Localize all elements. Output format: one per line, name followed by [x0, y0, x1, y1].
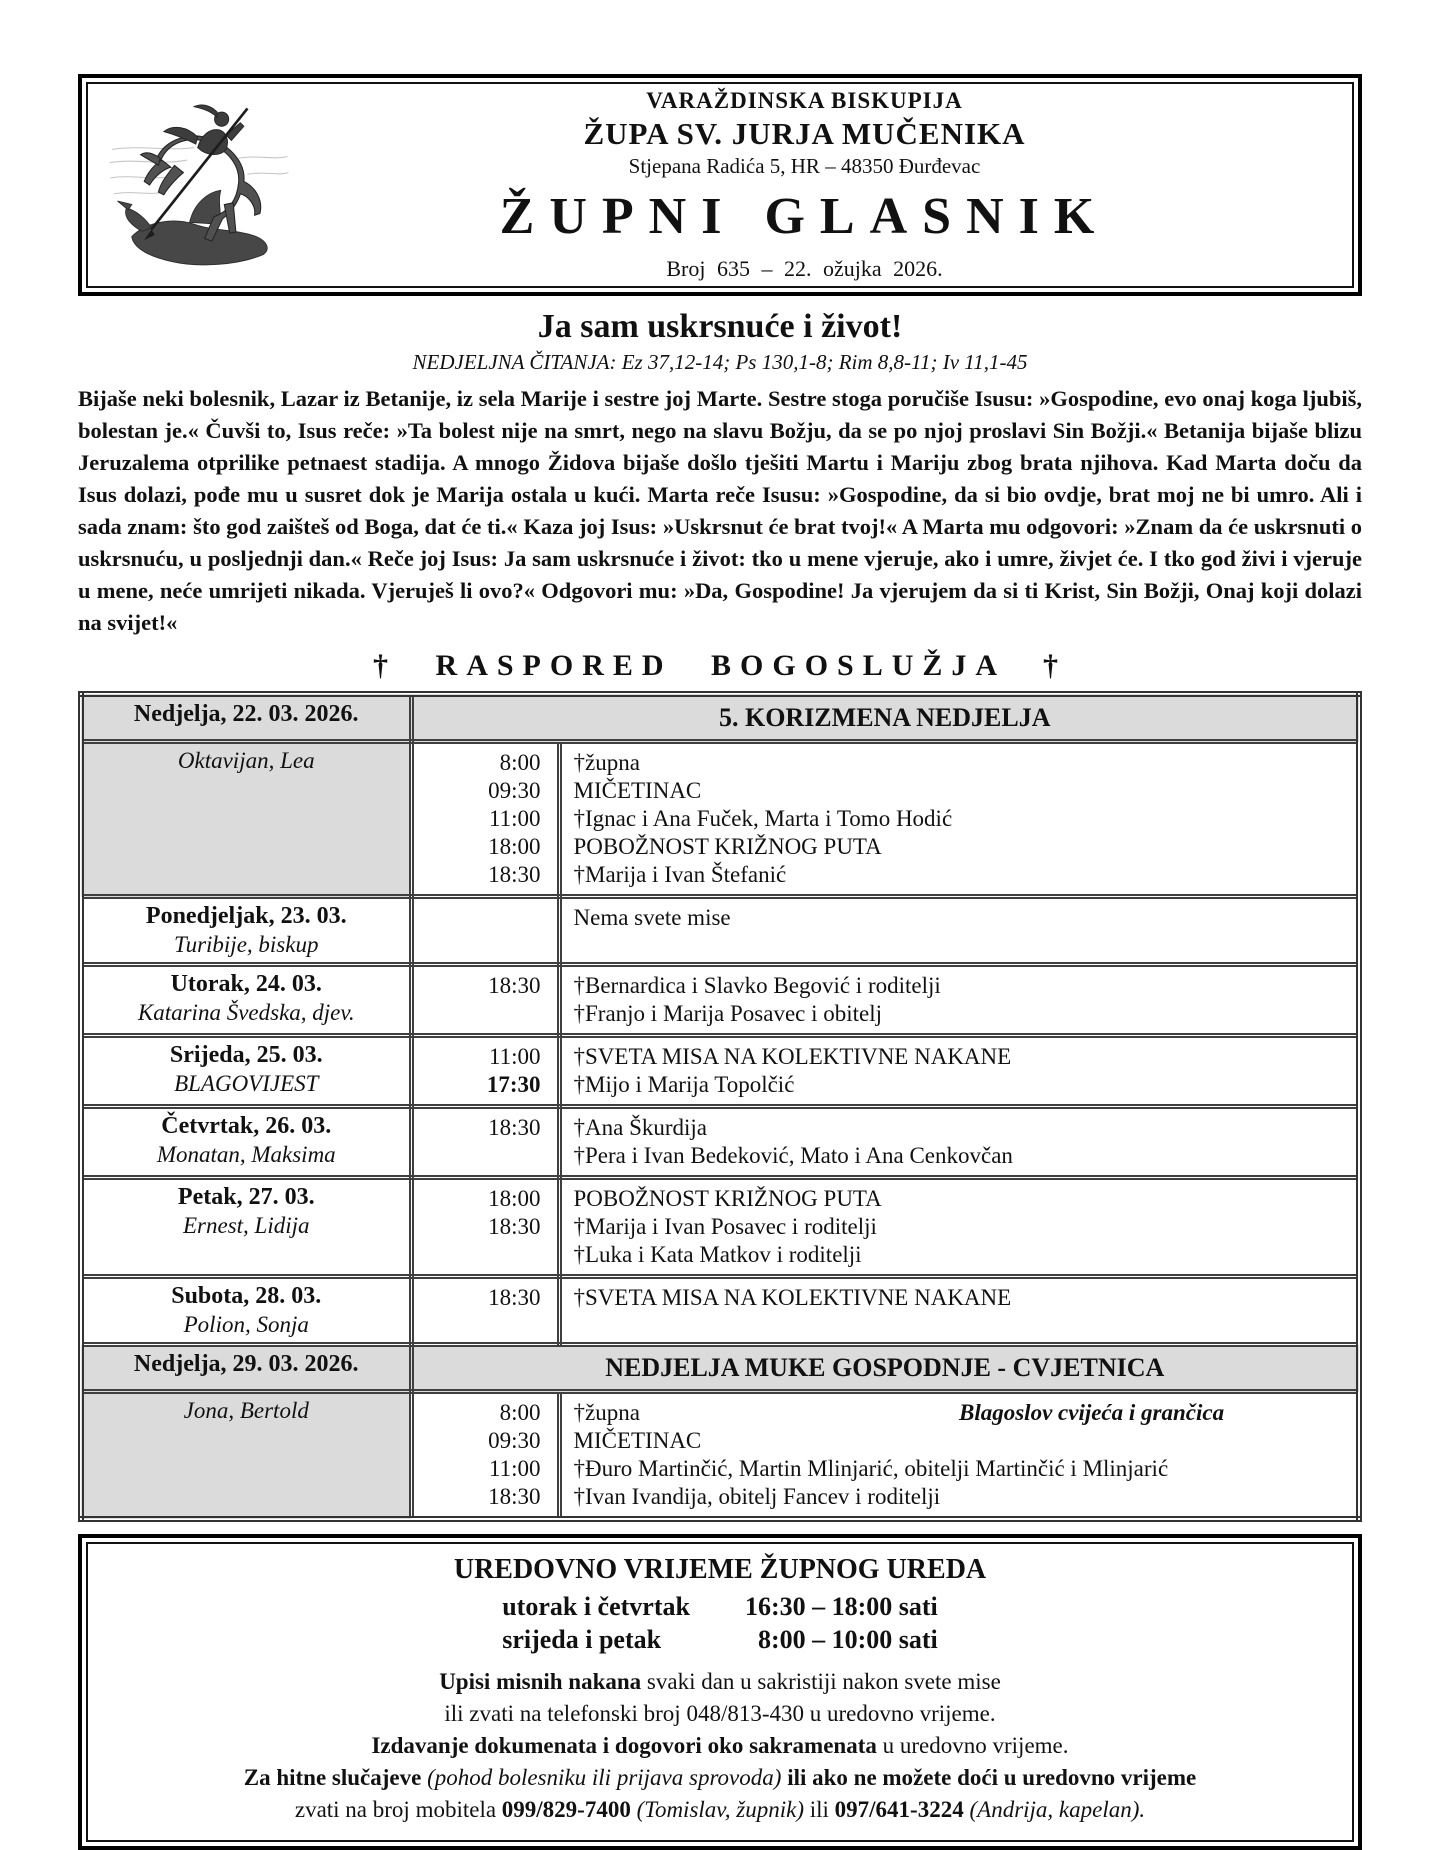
date-cell: Nedjelja, 22. 03. 2026. [133, 701, 359, 727]
article-title: Ja sam uskrsnuće i život! [537, 308, 903, 345]
table-row-friday: Petak, 27. 03. Ernest, Lidija 18:00 18:30 POBOŽNOST KRIŽNOG PUTA †Marija i Ivan Posavec i roditelji †Luka i Kata Matkov i roditelji [81, 1178, 1359, 1277]
office-hours-box [78, 1534, 1362, 1850]
time-cell: 18:30 [411, 965, 559, 1036]
table-row-sunday2: Jona, Bertold 8:00 09:30 11:00 18:30 †župna Blagoslov cvijeća i grančica MIČETINAC †Đuro Martinčić, Martin Mlinjarić, obitelji Martinčić i Mlinjarić †Ivan Ivandija, obitelj Fancev i roditelji [81, 1392, 1359, 1520]
parish-name: ŽUPA SV. JURJA MUČENIKA [583, 116, 1026, 151]
urgent-note: Za hitne slučajeve (pohod bolesniku ili prijava sprovoda) ili ako ne možete doći u uredovno vrijeme [243, 1765, 1197, 1790]
office-time: 8:00 – 10:00 sati [757, 1625, 938, 1654]
time-cell: 18:30 [411, 1277, 559, 1345]
documents-note: Izdavanje dokumenata i dogovori oko sakramenata u uredovno vrijeme. [371, 1733, 1069, 1758]
bulletin-title: ŽUPNI GLASNIK [499, 188, 1110, 245]
masthead-box [78, 74, 1362, 296]
office-hours [108, 1590, 1332, 1656]
intentions-cell: †Bernardica i Slavko Begović i roditelji †Franjo i Marija Posavec i obitelj [559, 965, 1359, 1036]
intentions-cell: †župna Blagoslov cvijeća i grančica MIČETINAC †Đuro Martinčić, Martin Mlinjarić, obitelji Martinčić i Mlinjarić †Ivan Ivandija, obitelj Fancev i roditelji [559, 1392, 1359, 1520]
sunday-title: NEDJELJA MUKE GOSPODNJE - CVJETNICA [411, 1345, 1359, 1392]
time-cell: 11:00 17:30 [411, 1036, 559, 1107]
saint-cell: Oktavijan, Lea [177, 748, 315, 773]
schedule-heading: † RASPORED BOGOSLUŽJA † [373, 649, 1067, 682]
table-row-sunday2-header: Nedjelja, 29. 03. 2026. NEDJELJA MUKE GOSPODNJE - CVJETNICA [81, 1345, 1359, 1392]
time-cell: 18:30 [411, 1107, 559, 1178]
intentions-cell: Nema svete mise [559, 897, 1359, 965]
phone-note: ili zvati na telefonski broj 048/813-430 u uredovno vrijeme. [444, 1701, 996, 1726]
table-row-saturday: Subota, 28. 03. Polion, Sonja 18:30 †SVETA MISA NA KOLEKTIVNE NAKANE [81, 1277, 1359, 1345]
st-george-engraving [96, 96, 301, 274]
parish-address: Stjepana Radića 5, HR – 48350 Đurđevac [628, 154, 981, 178]
time-cell: 8:00 09:30 11:00 18:30 [411, 1392, 559, 1520]
gospel-text: Bijaše neki bolesnik, Lazar iz Betanije, iz sela Marije i sestre joj Marte. Sestre stoga poručiše Isusu: »Gospodine, evo onaj koga ljubiš, bolestan je.« Čuvši to, Isus reče: »Ta bolest nije na smrt, nego na slavu Božju, da se po njoj proslavi Sin Božji.« Betanija bijaše blizu Jeruzalema otprilike petnaest stadija. A mnogo Židova bijaše došlo tješiti Martu i Mariju zbog brata njihova. Kad Marta doču da Isus dolazi, pođe mu u susret dok je Marija ostala u kući. Marta reče Isusu: »Gospodine, da si bio ovdje, brat moj ne bi umro. Ali i sada znam: što god zaišteš od Boga, dat će ti.« Kaza joj Isus: »Uskrsnut će brat tvoj!« A Marta mu odgovori: »Znam da će uskrsnuti o uskrsnuću, u posljednji dan.« Reče joj Isus: Ja sam uskrsnuće i život: tko u mene vjeruje, ako i umre, živjet će. I tko god živi i vjeruje u mene, neće umrijeti nikada. Vjeruješ li ovo?« Odgovori mu: »Da, Gospodine! Ja vjerujem da si ti Krist, Sin Božji, Onaj koji dolazi na svijet!« [78, 386, 1362, 635]
intentions-cell: †Ana Škurdija †Pera i Ivan Bedeković, Mato i Ana Cenkovčan [559, 1107, 1359, 1178]
table-row-wednesday: Srijeda, 25. 03. BLAGOVIJEST 11:00 17:30 †SVETA MISA NA KOLEKTIVNE NAKANE †Mijo i Marija Topolčić [81, 1036, 1359, 1107]
time-cell [411, 897, 559, 965]
issue-line: Broj 635 – 22. ožujka 2026. [666, 256, 943, 281]
mobile-note: zvati na broj mobitela 099/829-7400 (Tomislav, župnik) ili 097/641-3224 (Andrija, kapelan). [294, 1797, 1146, 1822]
diocese-line: VARAŽDINSKA BISKUPIJA [646, 88, 963, 113]
time-cell: 18:00 18:30 [411, 1178, 559, 1277]
sunday-title: 5. KORIZMENA NEDJELJA [411, 694, 1359, 742]
office-days: srijeda i petak [502, 1625, 662, 1654]
schedule-table [78, 691, 1362, 1522]
table-row-thursday: Četvrtak, 26. 03. Monatan, Maksima 18:30 †Ana Škurdija †Pera i Ivan Bedeković, Mato i Ana Cenkovčan [81, 1107, 1359, 1178]
mass-intentions-note: Upisi misnih nakana svaki dan u sakristiji nakon svete mise [439, 1669, 1001, 1694]
intentions-cell: †SVETA MISA NA KOLEKTIVNE NAKANE †Mijo i Marija Topolčić [559, 1036, 1359, 1107]
table-row-tuesday: Utorak, 24. 03. Katarina Švedska, djev. 18:30 †Bernardica i Slavko Begović i roditelji †Franjo i Marija Posavec i obitelj [81, 965, 1359, 1036]
office-title: UREDOVNO VRIJEME ŽUPNOG UREDA [453, 1554, 987, 1585]
blessing-note: Blagoslov cvijeća i grančica [959, 1400, 1225, 1425]
sunday-readings: NEDJELJNA ČITANJA: Ez 37,12-14; Ps 130,1-8; Rim 8,8-11; Iv 11,1-45 [412, 350, 1028, 374]
time-cell: 8:00 09:30 11:00 18:00 18:30 [411, 742, 559, 897]
intentions-cell: †SVETA MISA NA KOLEKTIVNE NAKANE [559, 1277, 1359, 1345]
table-row-sunday1 [81, 742, 1359, 897]
table-row-sunday1-header [81, 694, 1359, 742]
table-row-monday: Ponedjeljak, 23. 03. Turibije, biskup Nema svete mise [81, 897, 1359, 965]
office-time: 16:30 – 18:00 sati [744, 1592, 938, 1621]
intentions-cell: POBOŽNOST KRIŽNOG PUTA †Marija i Ivan Posavec i roditelji †Luka i Kata Matkov i roditelji [559, 1178, 1359, 1277]
intentions-cell: †župna MIČETINAC †Ignac i Ana Fuček, Marta i Tomo Hodić POBOŽNOST KRIŽNOG PUTA †Marija i Ivan Štefanić [559, 742, 1359, 897]
office-days: utorak i četvrtak [502, 1592, 690, 1621]
